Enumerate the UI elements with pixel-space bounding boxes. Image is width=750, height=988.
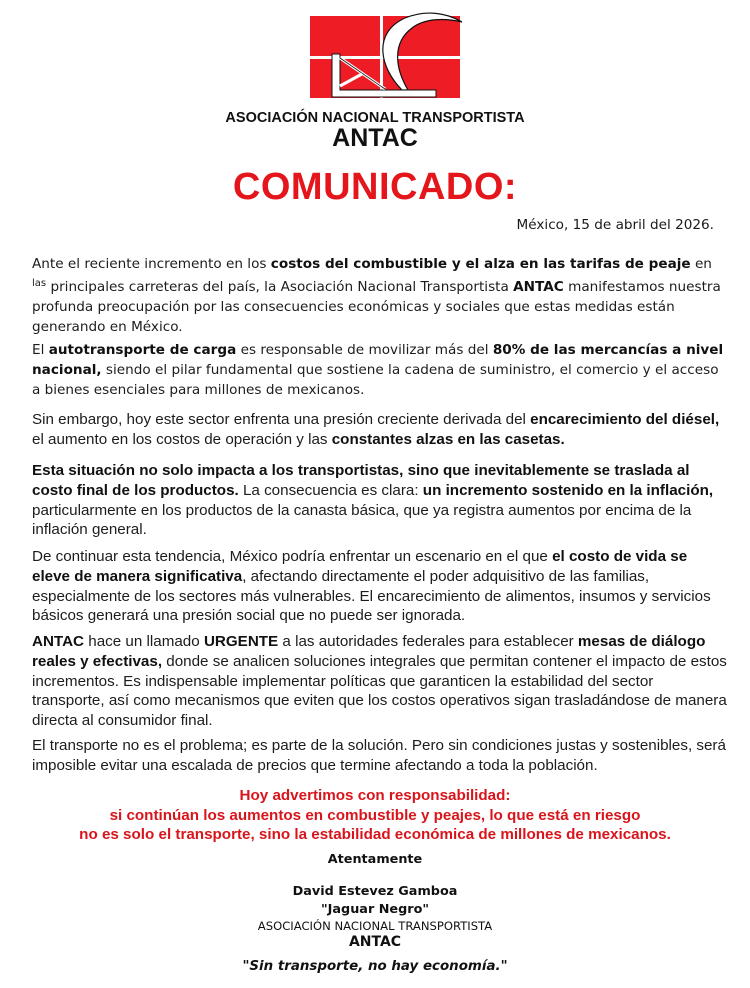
bold-text: ANTAC xyxy=(513,279,564,295)
paragraph-freight xyxy=(32,340,728,400)
text: a las autoridades federales para establecer xyxy=(278,633,578,650)
signature-org-acronym: ANTAC xyxy=(348,934,402,950)
text: donde se analicen soluciones integrales que permitan contener el impacto de estos incrementos. Es indispensable implementar políticas que garanticen la estabilidad del sector transporte, así como mecanismos que eviten que los costos operativos sigan trasladándose de manera directa al consumidor final. xyxy=(32,652,727,730)
bold-text: el costo de vida se eleve de manera significativa xyxy=(32,548,688,585)
text: El xyxy=(32,342,49,358)
org-name: ASOCIACIÓN NACIONAL TRANSPORTISTA xyxy=(225,110,525,126)
text: Ante el reciente incremento en los xyxy=(32,256,271,272)
bold-text: URGENTE xyxy=(203,633,279,650)
motto: "Sin transporte, no hay economía." xyxy=(242,959,508,974)
bold-text: 80% de las mercancías a nivel nacional, xyxy=(32,342,724,378)
paragraph-inflation xyxy=(32,461,728,540)
antac-logo-icon xyxy=(310,8,462,100)
text: manifestamos nuestra profunda preocupación por las consecuencies económicas y sociales que estas medidas están generando en México. xyxy=(32,279,721,335)
text: hace un llamado xyxy=(84,633,204,650)
warning-line-3: no es solo el transporte, sino la estabilidad económica de millones de mexicanos. xyxy=(79,826,671,844)
bold-text: Esta situación no solo impacta a los transportistas, sino que inevitablemente se traslada al costo final de los productos. xyxy=(32,462,690,499)
org-acronym: ANTAC xyxy=(332,124,418,152)
closing: Atentamente xyxy=(327,852,423,867)
text: particularmente en los productos de la canasta básica, que ya registra aumentos por encima de la inflación general. xyxy=(32,501,692,539)
bold-text: autotransporte de carga xyxy=(48,342,237,358)
text: , afectando directamente el poder adquisitivo de las familias, especialmente de los sectores más vulnerables. El encarecimiento de alimentos, insumos y servicios básicos generará una presión social que no puede ser ignorada. xyxy=(32,567,711,625)
bold-text: ANTAC xyxy=(32,633,85,650)
text: es responsable de movilizar más del xyxy=(236,342,493,358)
superscript-text: las xyxy=(32,278,47,289)
paragraph-cost-of-living xyxy=(32,547,728,626)
paragraph-intro xyxy=(32,254,728,337)
signature-org-name: ASOCIACIÓN NACIONAL TRANSPORTISTA xyxy=(257,919,493,933)
signer-alias: "Jaguar Negro" xyxy=(320,902,430,917)
bold-text: encarecimiento del diésel, xyxy=(530,411,720,428)
warning-block xyxy=(0,786,750,845)
bold-text: un incremento sostenido en la inflación, xyxy=(422,481,714,499)
text: La consecuencia es clara: xyxy=(238,481,423,499)
bold-text: costos del combustible y el alza en las tarifas de peaje xyxy=(270,256,691,272)
warning-line-2: si continúan los aumentos en combustible y peajes, lo que está en riesgo xyxy=(109,806,641,824)
text: en xyxy=(690,256,712,272)
page-title: COMUNICADO: xyxy=(232,166,518,208)
paragraph-pressure xyxy=(32,410,728,450)
text: siendo el pilar fundamental que sostiene la cadena de suministro, el comercio y el acceso a bienes esenciales para millones de mexicanos. xyxy=(32,362,719,398)
signer-name: David Estevez Gamboa xyxy=(292,884,458,899)
paragraph-urgent-call xyxy=(32,632,728,731)
text: De continuar esta tendencia, México podría enfrentar un escenario en el que xyxy=(32,548,553,565)
bold-text: mesas de diálogo reales y efectivas, xyxy=(32,633,706,670)
paragraph-solution xyxy=(32,736,728,776)
text: El transporte no es el problema; es parte de la solución. Pero sin condiciones justas y sostenibles, será imposible evitar una escalada de precios que termine afectando a toda la población. xyxy=(32,737,726,774)
text: Sin embargo, hoy este sector enfrenta una presión creciente derivada del xyxy=(32,411,531,428)
bold-text: constantes alzas en las casetas. xyxy=(331,430,565,448)
date-line: México, 15 de abril del 2026. xyxy=(516,217,714,233)
warning-line-1: Hoy advertimos con responsabilidad: xyxy=(239,787,511,804)
text: el aumento en los costos de operación y las xyxy=(32,430,332,448)
text: principales carreteras del país, la Asociación Nacional Transportista xyxy=(46,279,514,295)
